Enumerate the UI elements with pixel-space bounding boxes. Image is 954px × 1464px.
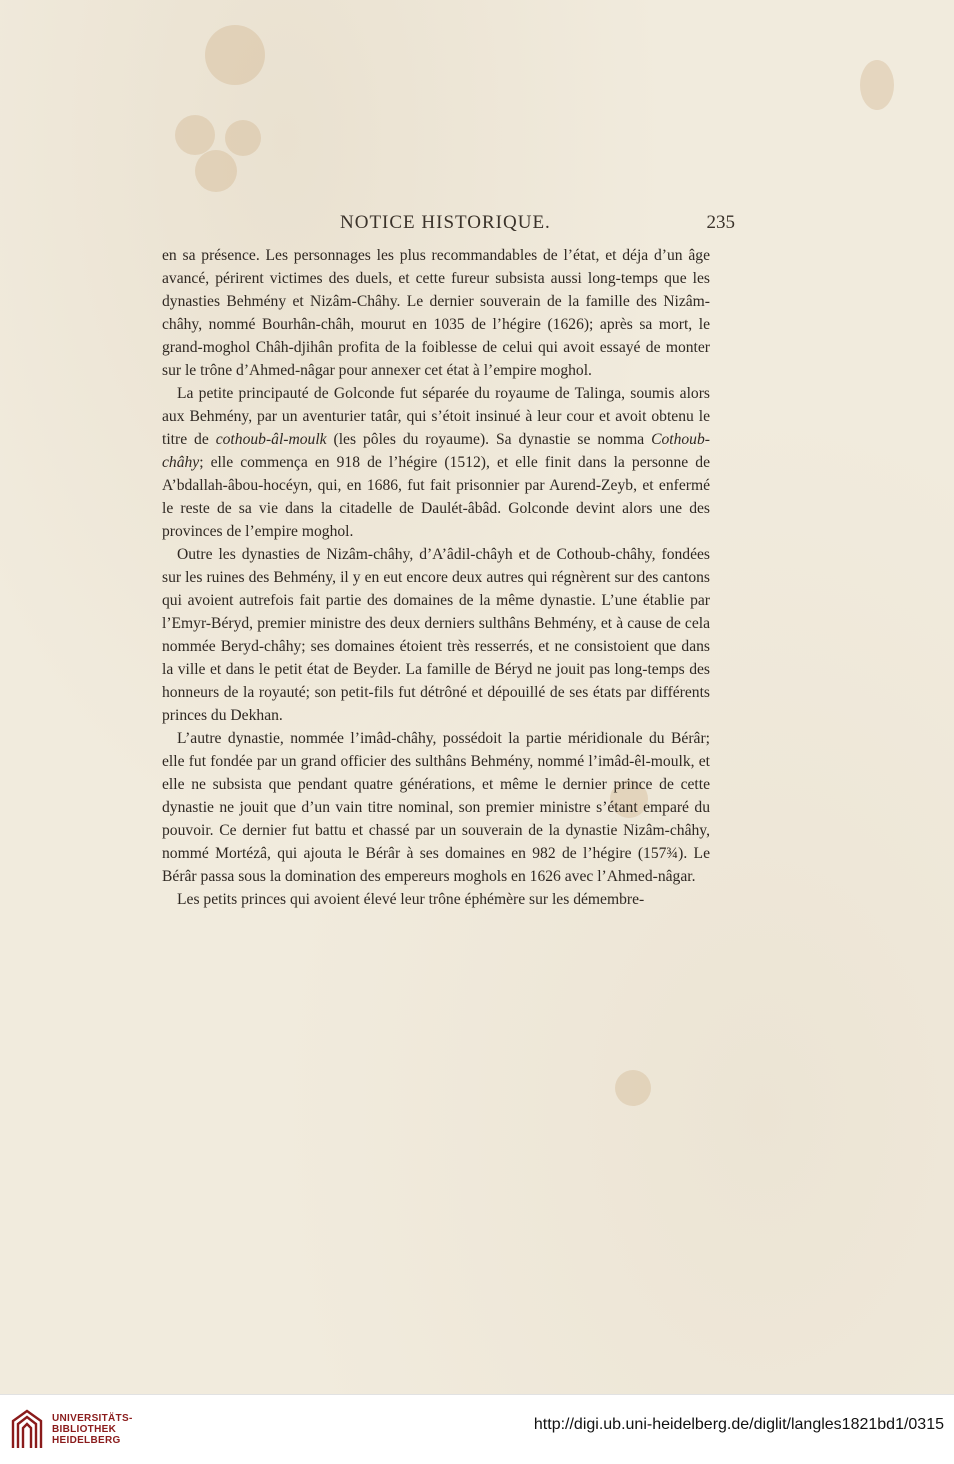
paragraph xyxy=(162,888,710,911)
italic-term: cothoub-âl-moulk xyxy=(215,431,327,448)
running-head xyxy=(160,212,735,238)
foxing-stain xyxy=(615,1070,651,1106)
foxing-stain xyxy=(205,25,265,85)
text-run: Les petits princes qui avoient élevé leur trône éphémère sur les démembre- xyxy=(177,891,645,908)
text-run: (les pôles du royaume). Sa dynastie se nomma xyxy=(326,431,652,448)
running-title: NOTICE HISTORIQUE. xyxy=(340,212,551,233)
foxing-stain xyxy=(195,150,237,192)
paragraph xyxy=(162,382,710,543)
footer-bar xyxy=(0,1394,954,1464)
italic-term: Cothoub-châhy xyxy=(162,431,710,471)
text-run: en sa présence. Les personnages les plus recommandables de l’état, et déja d’un âge avancé, périrent victimes des duels, et cette fureur subsista aussi long-temps que les dynasties Behmény et Nizâm-Châhy. Le dernier souverain de la famille des Nizâm-châhy, nommé Bourhân-châh, mourut en 1035 de l’hégire (1626); après sa mort, le grand-moghol Châh-djihân profita de la foiblesse de celui qui avoit essayé de monter sur le trône d’Ahmed-nâgar pour annexer cet état à l’empire moghol. xyxy=(162,247,710,379)
source-url[interactable]: http://digi.ub.uni-heidelberg.de/diglit/langles1821bd1/0315 xyxy=(533,1416,944,1433)
text-run: La petite principauté de Golconde fut séparée du royaume de Talinga, soumis alors aux Behmény, par un aventurier tatâr, qui s’étoit insinué à leur cour et avoit obtenu le titre de xyxy=(162,385,710,448)
foxing-stain xyxy=(175,115,215,155)
text-run: Outre les dynasties de Nizâm-châhy, d’A’âdil-châyh et de Cothoub-châhy, fondées sur les ruines des Behmény, il y en eut encore deux autres qui régnèrent sur des cantons qui avoient autrefois fait partie des domaines de la même dynastie. L’une établie par l’Emyr-Béryd, premier ministre des deux derniers sulthâns Behmény, et à cause de cela nommée Beryd-châhy; ses domaines étoient très resserrés, et ne consistoient que dans la ville et dans le petit état de Beyder. La famille de Béryd ne jouit pas long-temps des honneurs de la royauté; son petit-fils fut détrôné et dépouillé de ses états par différents princes du Dekhan. xyxy=(162,546,710,724)
university-logo-icon xyxy=(10,1407,44,1451)
paragraph xyxy=(162,244,710,382)
body-text xyxy=(162,244,710,911)
paragraph xyxy=(162,543,710,727)
library-name-line: UNIVERSITÄTS- xyxy=(52,1413,133,1424)
library-name xyxy=(52,1413,133,1446)
library-name-line: HEIDELBERG xyxy=(52,1435,121,1446)
foxing-stain xyxy=(860,60,894,110)
foxing-stain xyxy=(225,120,261,156)
paragraph xyxy=(162,727,710,888)
page-number: 235 xyxy=(706,212,735,233)
library-name-line: BIBLIOTHEK xyxy=(52,1424,117,1435)
text-run: L’autre dynastie, nommée l’imâd-châhy, possédoit la partie méridionale du Bérâr; elle fut fondée par un grand officier des sulthâns Behmény, nommé l’imâd-êl-moulk, et elle ne subsista que pendant quatre générations, et même le dernier prince de cette dynastie ne jouit que d’un vain titre nominal, son premier ministre s’étant emparé du pouvoir. Ce dernier fut battu et chassé par un souverain de la dynastie Nizâm-châhy, nommé Mortézâ, qui ajouta le Bérâr à ses domaines en 982 de l’hégire (157¾). Le Bérâr passa sous la domination des empereurs moghols en 1626 avec l’Ahmed-nâgar. xyxy=(162,730,710,885)
text-run: ; elle commença en 918 de l’hégire (1512), et elle finit dans la personne de A’bdallah-âbou-hocéyn, qui, en 1686, fut fait prisonnier par Aurend-Zeyb, et enfermé le reste de sa vie dans la citadelle de Daulét-âbâd. Golconde devint alors une des provinces de l’empire moghol. xyxy=(162,454,710,540)
